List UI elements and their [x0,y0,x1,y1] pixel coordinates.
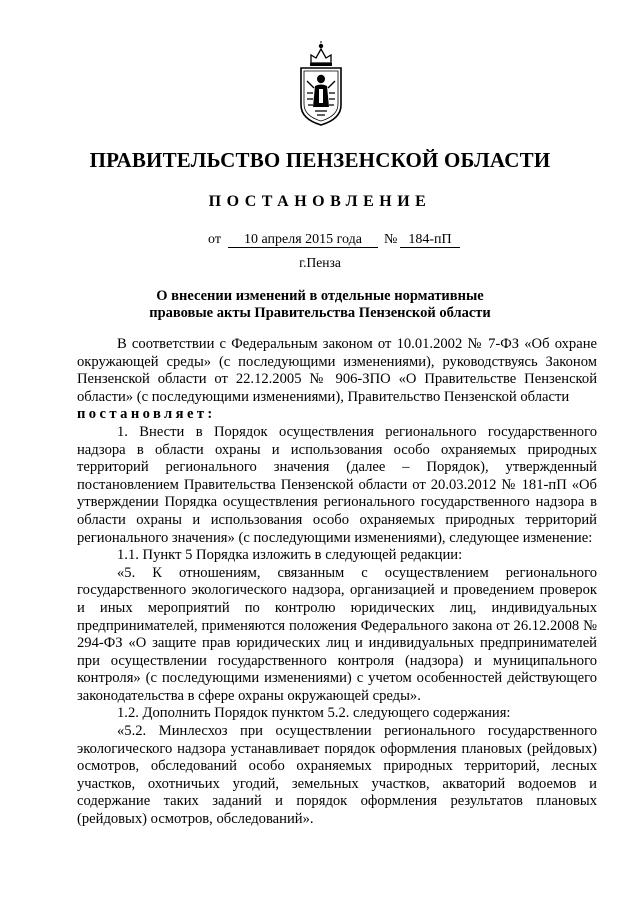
paragraph-1-1: 1.1. Пункт 5 Порядка изложить в следующей редакции: [117,547,463,564]
paragraph-1: 1. Внести в Порядок осуществления регионального государственного надзора в области охраны и использования особо охраняемых природных территорий регионального значения (далее – Порядок), утвержденный постановлением Правительства Пензенской области от 20.03.2012 № 181-пП «Об утверждении Порядка осуществления регионального государственного надзора в области охраны и использования особо охраняемых природных территорий регионального значения» (с последующими изменениями), следующее изменение: [77,423,597,546]
document-title [0,288,640,322]
coat-of-arms-icon [293,41,349,127]
document-body [77,336,597,829]
paragraph-1-2: 1.2. Дополнить Порядок пунктом 5.2. следующего содержания: [117,705,511,722]
organization-title: ПРАВИТЕЛЬСТВО ПЕНЗЕНСКОЙ ОБЛАСТИ [89,148,551,172]
resolves-word: постановляет: [77,406,216,423]
document-number: 184-пП [400,232,460,248]
from-label: от [208,232,221,247]
intro-paragraph: В соответствии с Федеральным законом от 10.01.2002 № 7-ФЗ «Об охране окружающей среды» (с последующими изменениями), руководствуясь Законом Пензенской области от 22.12.2005 № 906-ЗПО «О Правительстве Пензенской области» (с последующими изменениями), Правительство Пензенской области [77,336,597,405]
paragraph-5-2: «5.2. Минлесхоз при осуществлении регионального государственного экологического надзора устанавливает порядок оформления плановых (рейдовых) осмотров, обследований особо охраняемых природных территорий, лесных участков, охотничьих угодий, земельных участков, акваторий водоемов и содержание таких заданий и порядок оформления результатов плановых (рейдовых) осмотров, обследований». [77,723,597,828]
title-line-1: О внесении изменений в отдельные нормативные [156,288,484,304]
city: г.Пенза [299,255,341,270]
paragraph-5: «5. К отношениям, связанным с осуществлением регионального государственного экологического надзора, организацией и проведением проверок и иных мероприятий по контролю юридических лиц, индивидуальных предпринимателей, применяются положения Федерального закона от 26.12.2008 № 294-ФЗ «О защите прав юридических лиц и индивидуальных предпринимателей при осуществлении государственного контроля (надзора) и муниципального контроля» (с последующими изменениями) с учетом особенностей действующего законодательства в сфере охраны окружающей среды». [77,564,597,704]
document-type: ПОСТАНОВЛЕНИЕ [208,193,432,210]
number-sign: № [384,232,398,247]
document-date: 10 апреля 2015 года [228,232,378,248]
title-line-2: правовые акты Правительства Пензенской области [149,305,491,321]
